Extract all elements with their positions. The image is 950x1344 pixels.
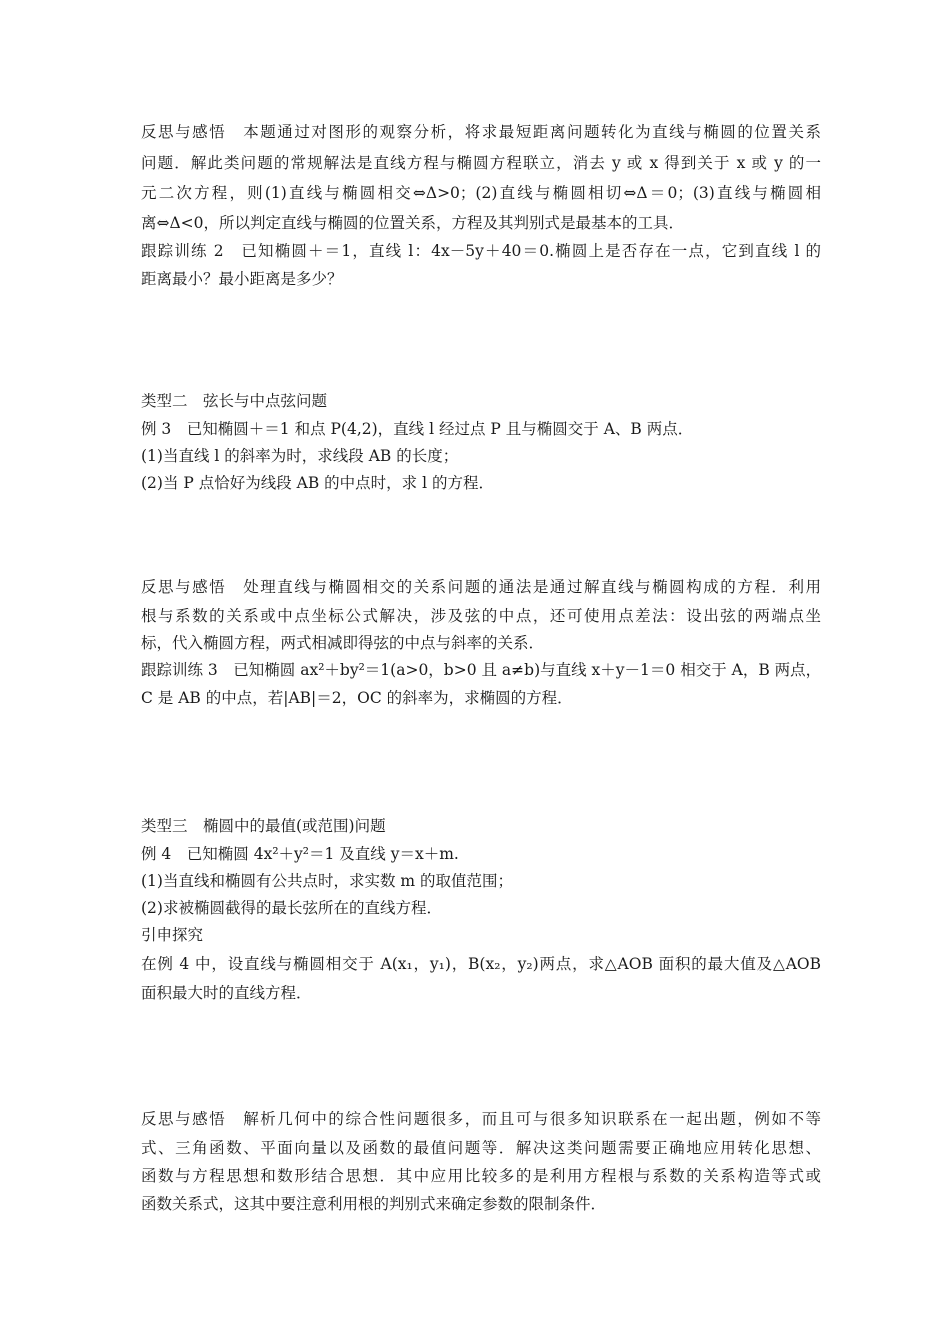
section-2-heading: 类型二 弦长与中点弦问题: [141, 392, 328, 410]
reflection-1-line-1: 反思与感悟 本题通过对图形的观察分析，将求最短距离问题转化为直线与椭圆的位置关系: [141, 123, 821, 141]
section-3-heading: 类型三 椭圆中的最值(或范围)问题: [141, 817, 386, 835]
reflection-1-line-2: 问题．解此类问题的常规解法是直线方程与椭圆方程联立，消去 y 或 x 得到关于 x 或 y 的一: [141, 154, 821, 172]
example-4-part-2: (2)求被椭圆截得的最长弦所在的直线方程．: [141, 899, 442, 917]
reflection-1-line-4: 离⇔Δ<0，所以判定直线与椭圆的位置关系，方程及其判别式是最基本的工具．: [141, 214, 685, 232]
example-3-part-2: (2)当 P 点恰好为线段 AB 的中点时，求 l 的方程．: [141, 474, 494, 492]
practice-2-line-1: 跟踪训练 2 已知椭圆＋＝1，直线 l：4x－5y＋40＝0.椭圆上是否存在一点，它到直线 l 的: [141, 242, 821, 260]
reflection-3-line-1: 反思与感悟 解析几何中的综合性问题很多，而且可与很多知识联系在一起出题，例如不等: [141, 1110, 821, 1128]
reflection-2-line-3: 标，代入椭圆方程，两式相减即得弦的中点与斜率的关系．: [141, 634, 545, 652]
example-3-part-1: (1)当直线 l 的斜率为时，求线段 AB 的长度；: [141, 447, 459, 465]
extension-line-1: 在例 4 中，设直线与椭圆相交于 A(x₁，y₁)，B(x₂，y₂)两点，求△AOB 面积的最大值及△AOB: [141, 955, 821, 973]
reflection-2-line-2: 根与系数的关系或中点坐标公式解决，涉及弦的中点，还可使用点差法：设出弦的两端点坐: [141, 607, 821, 625]
extension-heading: 引申探究: [141, 926, 204, 944]
example-4-part-1: (1)当直线和椭圆有公共点时，求实数 m 的取值范围；: [141, 872, 514, 890]
reflection-3-line-4: 函数关系式，这其中要注意利用根的判别式来确定参数的限制条件．: [141, 1195, 607, 1213]
reflection-3-line-3: 函数与方程思想和数形结合思想．其中应用比较多的是利用方程根与系数的关系构造等式或: [141, 1167, 821, 1185]
reflection-1-line-3: 元二次方程，则(1)直线与椭圆相交⇔Δ>0；(2)直线与椭圆相切⇔Δ＝0；(3)直线与椭圆相: [141, 184, 821, 202]
practice-2-line-2: 距离最小？最小距离是多少？: [141, 270, 343, 288]
practice-3-line-2: C 是 AB 的中点，若|AB|＝2，OC 的斜率为，求椭圆的方程．: [141, 689, 573, 707]
practice-3-line-1: 跟踪训练 3 已知椭圆 ax²＋by²＝1(a>0，b>0 且 a≠b)与直线 x＋y－1＝0 相交于 A，B 两点，: [141, 661, 822, 679]
reflection-2-line-1: 反思与感悟 处理直线与椭圆相交的关系问题的通法是通过解直线与椭圆构成的方程．利用: [141, 578, 821, 596]
example-3-statement: 例 3 已知椭圆＋＝1 和点 P(4,2)，直线 l 经过点 P 且与椭圆交于 A、B 两点．: [141, 420, 694, 438]
example-4-statement: 例 4 已知椭圆 4x²＋y²＝1 及直线 y＝x＋m.: [141, 845, 459, 863]
extension-line-2: 面积最大时的直线方程．: [141, 984, 312, 1002]
reflection-3-line-2: 式、三角函数、平面向量以及函数的最值问题等．解决这类问题需要正确地应用转化思想、: [141, 1139, 821, 1157]
